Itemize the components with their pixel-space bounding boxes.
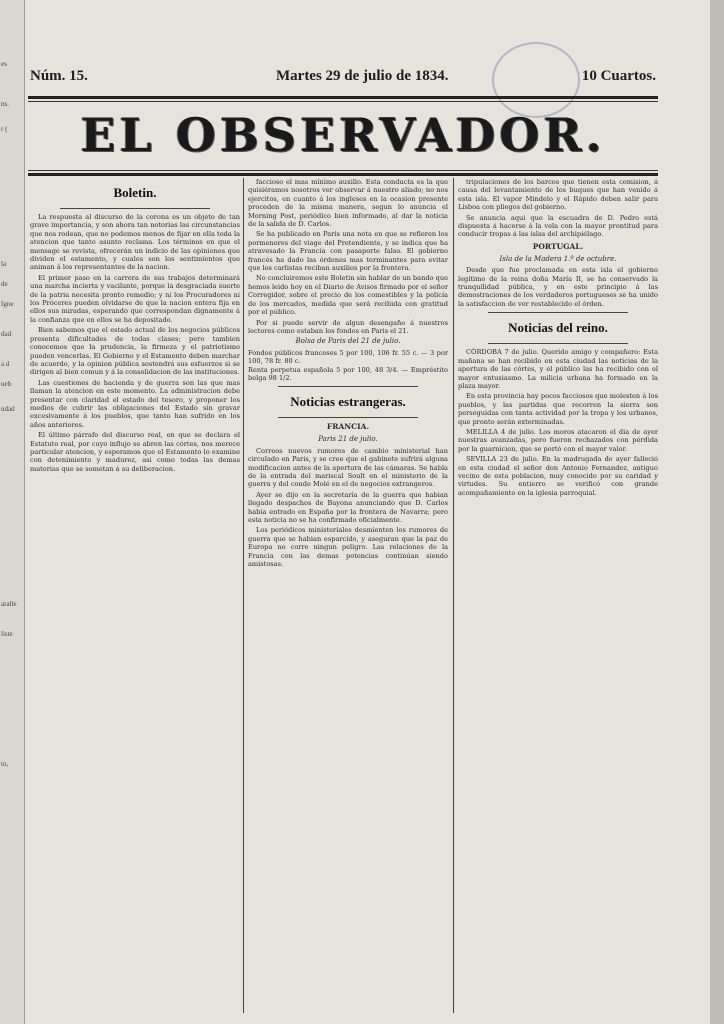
- section-title-boletin: Boletin.: [113, 185, 157, 200]
- strip-text: to,: [1, 760, 9, 768]
- article-paragraph: Desde que fue proclamada en esta isla el gobierno legítimo de la reina doña María II, se ha conservado la tranquilidad pública, y en este principio á las demostraciones de los verdaderos portugueses se ha unido la satisfaccion de ver restablecido el órden.: [458, 266, 658, 308]
- divider: [28, 96, 658, 99]
- issue-price: 10 Cuartos.: [581, 68, 656, 84]
- article-paragraph: El primer paso en la carrera de sus trabajos determinará una marcha incierta y vacilante, porque la desgraciada suerte de la patria necesita pronto remedio; y ni los Procuradores ni los Próceres pueden olvidarse de que la nacion entera fija en ellos sus miradas, esperando que correspondan dignamente á la confianza que en ellos se ha depositado.: [30, 273, 240, 324]
- article-paragraph: No concluiremos este Boletin sin hablar de un bando que hemos leido hoy en el Diario de Avisos firmado por el señor Corregidor, sobre el precio de los comestibles y la policía de los mercados, medida que será recibida con gratitud por el público.: [248, 274, 448, 317]
- divider: [28, 170, 658, 171]
- section-title-noticias-reino: Noticias del reino.: [508, 320, 608, 336]
- issue-number: Núm. 15.: [30, 68, 88, 84]
- divider: [488, 343, 628, 344]
- strip-text: ns.: [1, 100, 9, 108]
- article-paragraph: Las cuestiones de hacienda y de guerra son las que mas llaman la atencion en este momento. La administracion debe presentar con claridad el estado del tesoro, y proponer los medios de cubrir las obligaciones del Estado sin gravar excesivamente á los pueblos, que tanto han sufrido en los años anteriores.: [30, 378, 240, 429]
- country-heading-francia: FRANCIA.: [326, 422, 370, 432]
- strip-text: liste: [1, 630, 13, 638]
- masthead-title: EL OBSERVADOR.: [80, 108, 606, 162]
- article-paragraph: Se anuncia aqui que la escuadra de D. Pedro está dispuesta á hacerse á la vela con la mayor prontitud para conducir tropas á las islas del archipiélago.: [458, 213, 658, 239]
- divider: [278, 417, 418, 418]
- country-heading-portugal: PORTUGAL.: [532, 241, 584, 251]
- article-paragraph: Ayer se dijo en la secretaría de la guerra que habian llegado despachos de Bayona anunciando que D. Carlos habia entrado en España por la frontera de Navarra; pero esta noticia no se ha confirmado oficialmente.: [248, 490, 448, 524]
- dateline-madera: Isla de la Madera 1.º de octubre.: [499, 254, 617, 263]
- strip-text: Igne: [1, 300, 14, 308]
- article-paragraph: SEVILLA 23 de julio. En la madrugada de ayer falleció en esta ciudad el señor don Antonio Fernandez, antiguo vecino de esta poblacion, muy conocido por su caridad y virtudes. Su entierro se verificó con grande acompañamiento en la iglesia parroquial.: [458, 455, 658, 497]
- adjacent-page-strip: [0, 0, 25, 1024]
- article-paragraph: Correos nuevos rumores de cambio ministerial han circulado en Paris, y se cree que el gabinete sufrirá alguna modificacion antes de la apertura de las cámaras. Se habla de la entrada del mariscal Soult en el ministerio de la guerra y del conde Molé en el de negocios extrangeros.: [248, 446, 448, 489]
- article-paragraph: Por si puede servir de algun desengaño á nuestros lectores como estaban los fondos en Paris el 21.: [248, 318, 448, 335]
- article-paragraph: Los periódicos ministeriales desmienten los rumores de guerra que se habian esparcido, y aseguran que la paz de Europa no corre ningun peligro. Las relaciones de la Francia con las demas potencias continúan siendo amistosas.: [248, 526, 448, 569]
- bolsa-heading: Bolsa de Paris del 21 de julio.: [295, 337, 401, 346]
- article-paragraph: Se ha publicado en Paris una nota en que se refieren los pormenores del viage del Pretendiente, y se indica que ha atravesado la Francia con pasaporte falso. El gobierno francés ha dado las órdenes mas terminantes para evitar que los carlistas reciban auxilios por la frontera.: [248, 230, 448, 273]
- strip-text: la: [1, 260, 7, 268]
- article-paragraph: En esta provincia hay pocos facciosos que molesten á los pueblos, y las partidas que recorren la sierra son perseguidas con tanta actividad por la tropa y los urbanos, que pronto serán exterminadas.: [458, 392, 658, 426]
- divider: [28, 101, 658, 102]
- column-2: [248, 178, 448, 1018]
- dateline-paris: Paris 21 de julio.: [318, 435, 378, 444]
- strip-text: de: [1, 280, 8, 288]
- article-paragraph: MELILLA 4 de julio. Los moros atacaron el dia de ayer nuestras avanzadas, pero fueron rechazados con pérdida por la guarnicion, que se portó con el mayor valor.: [458, 427, 658, 453]
- article-paragraph: Bien sabemos que el estado actual de los negocios públicos presenta dificultades de todas clases; pero tambien conocemos que la prudencia, la firmeza y el patriotismo pueden vencerlas. El Gobierno y el Estamento deben marchar de acuerdo, y la opinion pública sostendrá sus esfuerzos si se dirigen al bien comun y á la consolidacion de las instituciones.: [30, 326, 240, 377]
- column-3: [458, 178, 658, 1018]
- divider: [28, 173, 658, 176]
- strip-text: a d: [1, 360, 10, 368]
- divider: [60, 208, 210, 209]
- article-paragraph: CÓRDOBA 7 de julio. Querido amigo y compañero: Esta mañana se han recibido en esta ciudad las noticias de la apertura de las córtes, y el público las ha recibido con el mayor entusiasmo. La milicia urbana ha formado en la plaza mayor.: [458, 348, 658, 390]
- section-title-noticias-estrangeras: Noticias estrangeras.: [290, 394, 406, 410]
- strip-text: dad: [1, 330, 12, 338]
- strip-text: ueb: [1, 380, 12, 388]
- page-edge: [710, 0, 724, 1024]
- bolsa-line: Renta perpetua española 5 por 100, 48 3/4. — Empréstito belga 98 1/2.: [248, 365, 448, 382]
- divider: [278, 386, 418, 387]
- column-divider: [453, 178, 454, 1013]
- column-1: [30, 178, 240, 1018]
- article-paragraph: La respuesta al discurso de la corona es un objeto de tan grave importancia, y son ahora tan notorias las circunstancias que nos rodean, que no podemos menos de fijar en ella toda la atencion que tanto asunto reclama. Los términos en que el mensage se revista, ofrecerán un indicio de las opiniones que dividen el estamento, y cuales son los sentimientos que animan á los representantes de la nacion.: [30, 213, 240, 272]
- article-paragraph: tripulaciones de los barcos que tienen esta comision, á causa del levantamiento de los buques que han venido á esta isla. El vapor Mindelo y el Rápido deben salir para Lisboa con pliegos del gobierno.: [458, 178, 658, 212]
- article-paragraph: faccioso el mas mínimo auxilio. Esta conducta es la que quisiéramos nosotros ver observar á nuestro aliado; no nos ejercitos, en cuanto á los ingleses en la ocasion presente proceden de la misma manera, segun lo anuncia el Morning Post, periódico bien informado, al dar la noticia de la salida de D. Carlos.: [248, 178, 448, 229]
- column-divider: [243, 178, 244, 1013]
- strip-text: aralle: [1, 600, 17, 608]
- bolsa-line: Fondos públicos franceses 5 por 100, 106 fr. 55 c. — 3 por 100, 78 fr. 80 c.: [248, 348, 448, 366]
- article-paragraph: El último párrafo del discurso real, en que se declara el Estatuto real, por cuyo influjo se abren las córtes, nos merece particular atencion, y esperamos que el Estamento lo examine con detenimiento y madurez, asi como todas las demas materias que se sometan á su deliberacion.: [30, 431, 240, 473]
- strip-text: udad: [1, 405, 15, 413]
- divider: [488, 312, 628, 313]
- strip-text: r (: [1, 125, 8, 133]
- issue-date: Martes 29 de julio de 1834.: [276, 68, 449, 84]
- strip-text: es: [1, 60, 7, 68]
